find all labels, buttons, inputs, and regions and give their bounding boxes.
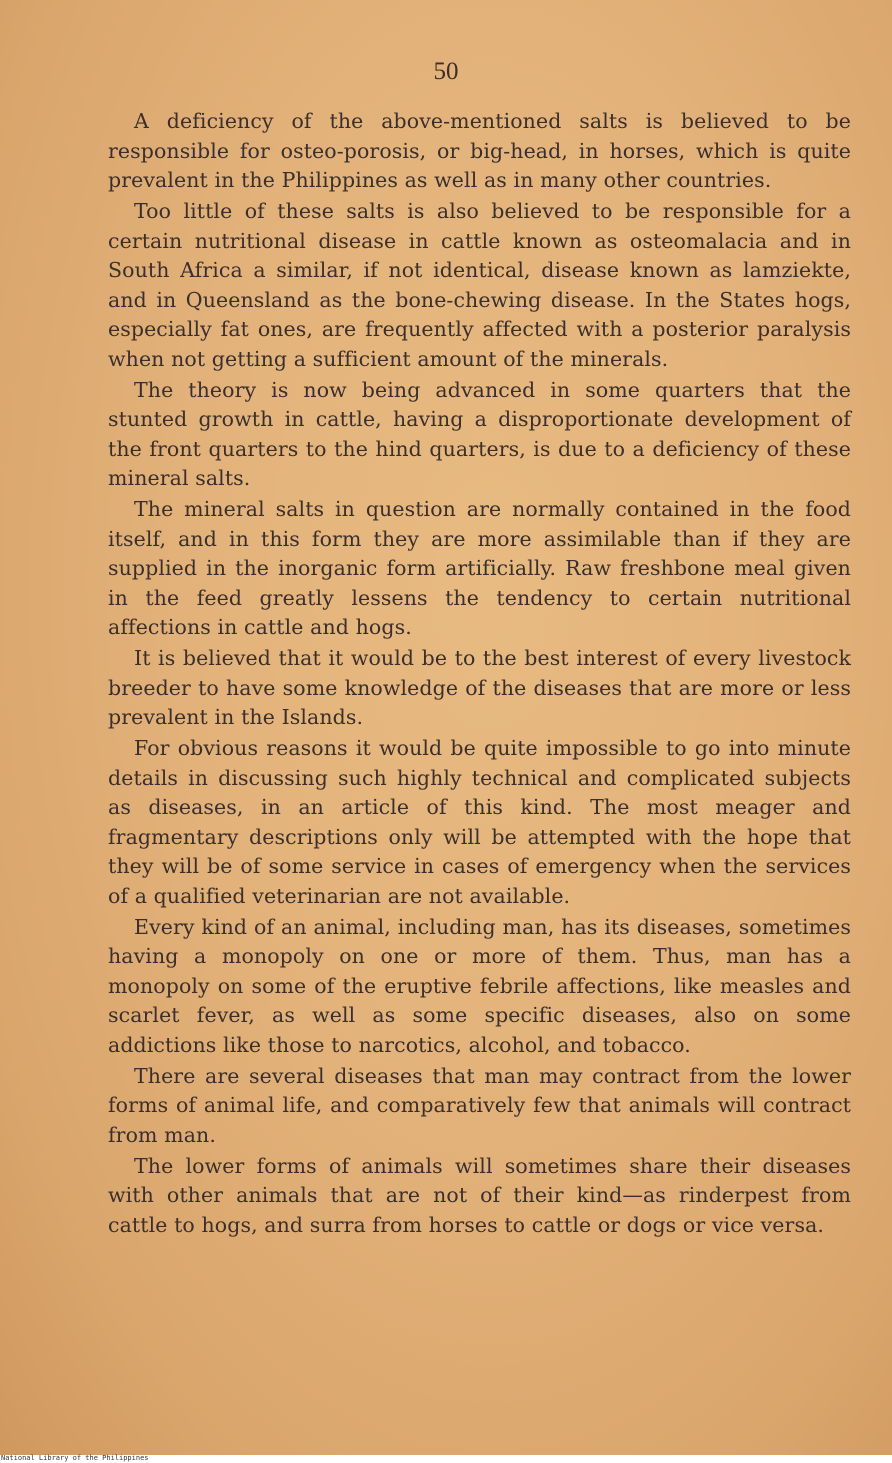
paragraph: The theory is now being advanced in some quarters that the stunted growth in cattle, having a disproportionate development of the front quarters to the hind quarters, is due to a deficiency of these mineral salts. [108, 377, 851, 490]
paragraph: There are several diseases that man may contract from the lower forms of animal life, and comparatively few that animals will contract from man. [108, 1063, 851, 1147]
footer-bar [0, 1455, 892, 1463]
paragraph: The lower forms of animals will sometimes share their diseases with other animals that are not of their kind—as rinderpest from cattle to hogs, and surra from horses to cattle or dogs or vice versa. [108, 1153, 851, 1237]
paragraph: The mineral salts in question are normally contained in the food itself, and in this form they are more assimilable than if they are supplied in the inorganic form artificially. Raw freshbone meal given in the feed greatly lessens the tendency to certain nutritional affections in cattle and hogs. [108, 497, 851, 639]
paragraph: Too little of these salts is also believed to be responsible for a certain nutritional disease in cattle known as osteomalacia and in South Africa a similar, if not identical, disease known as lamziekte, and in Queensland as the bone-chewing disease. In the States hogs, especially fat ones, are frequently affected with a posterior paralysis when not getting a sufficient amount of the minerals. [108, 199, 851, 371]
library-credit: National Library of the Philippines [1, 1454, 149, 1462]
paragraph: It is believed that it would be to the best interest of every livestock breeder to have some knowledge of the diseases that are more or less prevalent in the Islands. [108, 646, 851, 729]
paragraph: A deficiency of the above-mentioned salts is believed to be responsible for osteo-porosis, or big-head, in horses, which is quite prevalent in the Philippines as well as in many other countries. [108, 109, 851, 192]
page-number: 50 [433, 58, 459, 85]
paragraph: Every kind of an animal, including man, has its diseases, sometimes having a monopoly on one or more of them. Thus, man has a monopoly on some of the eruptive febrile affections, like measles and scarlet fever, as well as some specific diseases, also on some addictions like those to narcotics, alcohol, and tobacco. [108, 914, 851, 1057]
paragraph: For obvious reasons it would be quite impossible to go into minute details in discussing such highly technical and complicated subjects as diseases, in an article of this kind. The most meager and fragmentary descriptions only will be attempted with the hope that they will be of some service in cases of emergency when the services of a qualified veterinarian are not available. [108, 736, 851, 908]
body-text [108, 107, 851, 1242]
